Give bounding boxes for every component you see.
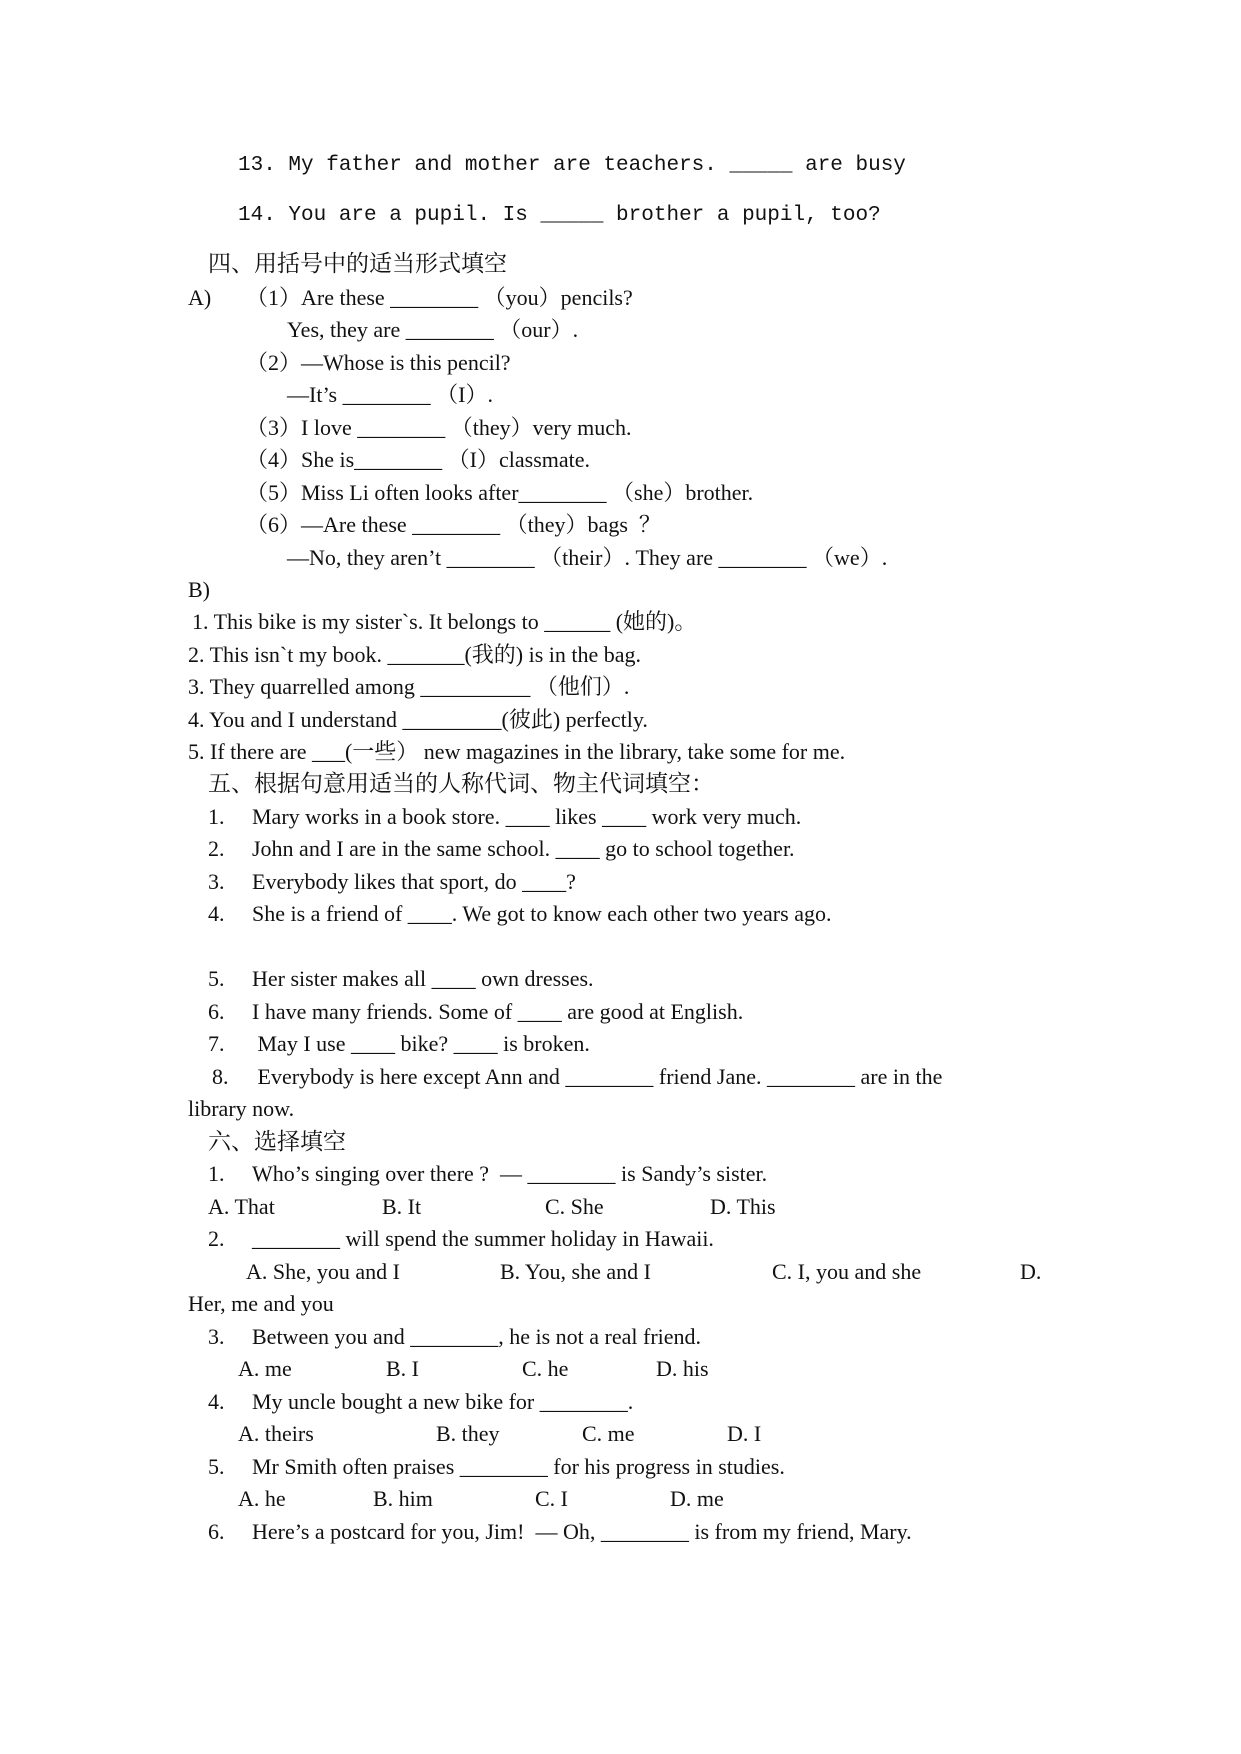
s5-num-7: 7. xyxy=(208,1031,225,1056)
part-a-line-7: （5）Miss Li often looks after________ （she）brother. xyxy=(246,480,754,505)
part-a-label: A) xyxy=(188,285,212,310)
q3-option-b: B. I xyxy=(386,1356,419,1381)
part-b-line-1: 1. This bike is my sister`s. It belongs to ______ (她的)。 xyxy=(192,609,697,634)
s5-num-6: 6. xyxy=(208,999,225,1024)
q6-text: Here’s a postcard for you, Jim! — Oh, ________ is from my friend, Mary. xyxy=(252,1519,912,1544)
q5-text: Mr Smith often praises ________ for his progress in studies. xyxy=(252,1454,785,1479)
q4-num: 4. xyxy=(208,1389,225,1414)
part-a-line-3: （2）—Whose is this pencil? xyxy=(246,350,511,375)
s5-num-1: 1. xyxy=(208,804,225,829)
section-4-heading: 四、用括号中的适当形式填空 xyxy=(208,251,507,276)
exercise-13: 13. My father and mother are teachers. _____ are busy xyxy=(238,154,906,177)
q3-text: Between you and ________, he is not a real friend. xyxy=(252,1324,702,1349)
q5-num: 5. xyxy=(208,1454,225,1479)
q3-option-a: A. me xyxy=(238,1356,292,1381)
part-b-line-5: 5. If there are ___(一些） new magazines in the library, take some for me. xyxy=(188,739,846,764)
s5-text-8: Everybody is here except Ann and ________ friend Jane. ________ are in the xyxy=(252,1064,943,1089)
q4-option-c: C. me xyxy=(582,1421,635,1446)
s5-num-5: 5. xyxy=(208,966,225,991)
part-a-line-6: （4）She is________ （I）classmate. xyxy=(246,447,591,472)
q2-option-c: C. I, you and she xyxy=(772,1259,922,1284)
s5-text-5: Her sister makes all ____ own dresses. xyxy=(252,966,594,991)
s5-text-3: Everybody likes that sport, do ____? xyxy=(252,869,576,894)
q2-option-a: A. She, you and I xyxy=(246,1259,400,1284)
part-b-line-3: 3. They quarrelled among __________ （他们）. xyxy=(188,674,630,699)
q1-option-a: A. That xyxy=(208,1194,275,1219)
s5-text-1: Mary works in a book store. ____ likes ____ work very much. xyxy=(252,804,802,829)
exercise-14: 14. You are a pupil. Is _____ brother a pupil, too? xyxy=(238,204,881,227)
q3-option-d: D. his xyxy=(656,1356,709,1381)
s5-text-7: May I use ____ bike? ____ is broken. xyxy=(252,1031,590,1056)
q4-option-b: B. they xyxy=(436,1421,500,1446)
q4-option-a: A. theirs xyxy=(238,1421,314,1446)
s5-num-8: 8. xyxy=(212,1064,229,1089)
s5-num-4: 4. xyxy=(208,901,225,926)
q1-num: 1. xyxy=(208,1161,225,1186)
s5-text-4: She is a friend of ____. We got to know each other two years ago. xyxy=(252,901,832,926)
q4-text: My uncle bought a new bike for ________. xyxy=(252,1389,634,1414)
q3-option-c: C. he xyxy=(522,1356,569,1381)
q5-option-a: A. he xyxy=(238,1486,286,1511)
part-a-line-1: （1）Are these ________ （you）pencils? xyxy=(246,285,633,310)
q2-num: 2. xyxy=(208,1226,225,1251)
q1-text: Who’s singing over there ? — ________ is Sandy’s sister. xyxy=(252,1161,768,1186)
q4-option-d: D. I xyxy=(727,1421,762,1446)
part-a-line-4: —It’s ________ （I）. xyxy=(287,382,493,407)
s5-text-8-continued: library now. xyxy=(188,1096,295,1121)
part-a-line-8: （6）—Are these ________ （they）bags ？ xyxy=(246,512,661,537)
part-b-label: B) xyxy=(188,577,210,602)
q5-option-c: C. I xyxy=(535,1486,568,1511)
q2-text: ________ will spend the summer holiday in Hawaii. xyxy=(252,1226,714,1251)
q1-option-d: D. This xyxy=(710,1194,776,1219)
s5-text-6: I have many friends. Some of ____ are good at English. xyxy=(252,999,744,1024)
part-b-line-2: 2. This isn`t my book. _______(我的) is in the bag. xyxy=(188,642,642,667)
part-b-line-4: 4. You and I understand _________(彼此) perfectly. xyxy=(188,707,648,732)
q2-option-b: B. You, she and I xyxy=(500,1259,651,1284)
s5-text-2: John and I are in the same school. ____ go to school together. xyxy=(252,836,795,861)
q6-num: 6. xyxy=(208,1519,225,1544)
section-5-heading: 五、根据句意用适当的人称代词、物主代词填空： xyxy=(208,771,714,796)
part-a-line-9: —No, they aren’t ________ （their）. They are ________ （we）. xyxy=(287,545,888,570)
part-a-line-5: （3）I love ________ （they）very much. xyxy=(246,415,632,440)
part-a-line-2: Yes, they are ________ （our）. xyxy=(287,317,579,342)
s5-num-3: 3. xyxy=(208,869,225,894)
q2-option-d-continued: Her, me and you xyxy=(188,1291,334,1316)
section-6-heading: 六、选择填空 xyxy=(208,1129,346,1154)
s5-num-2: 2. xyxy=(208,836,225,861)
q5-option-d: D. me xyxy=(670,1486,724,1511)
q1-option-b: B. It xyxy=(382,1194,422,1219)
q1-option-c: C. She xyxy=(545,1194,604,1219)
q3-num: 3. xyxy=(208,1324,225,1349)
q2-option-d: D. xyxy=(1020,1259,1042,1284)
q5-option-b: B. him xyxy=(373,1486,433,1511)
